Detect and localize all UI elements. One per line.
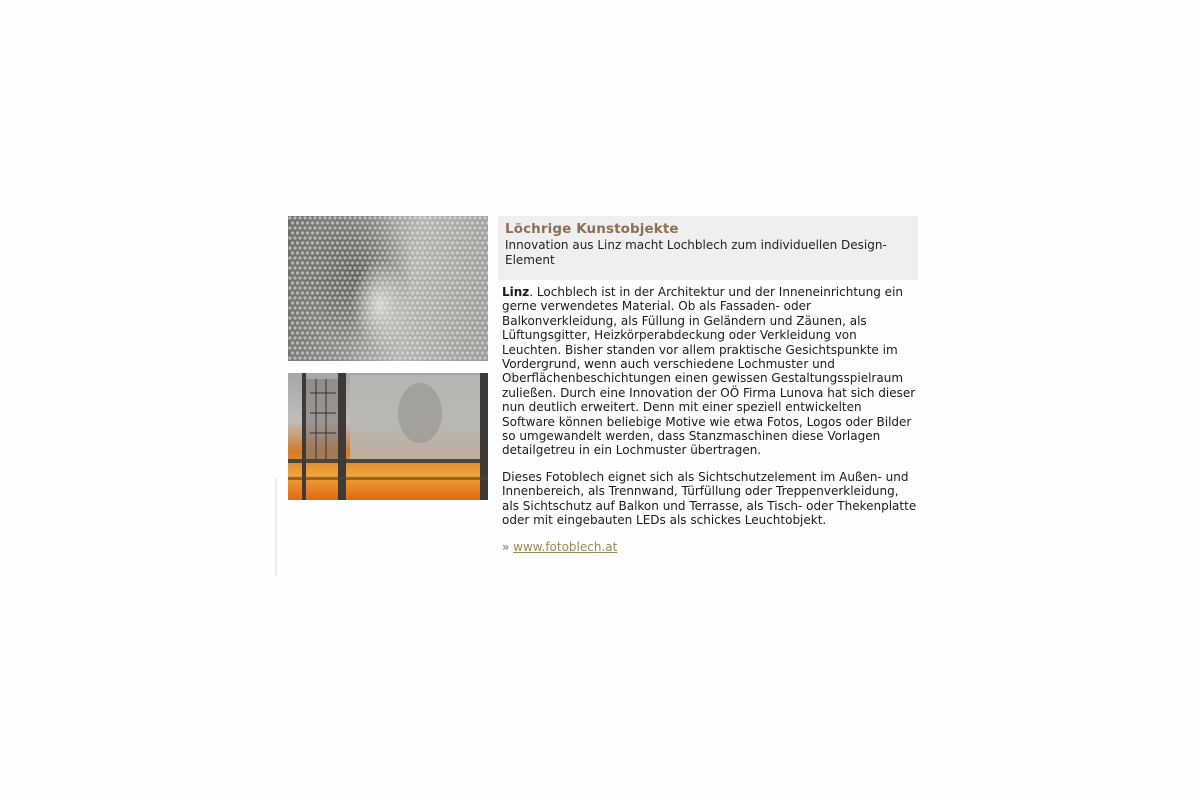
paragraph-1-text: . Lochblech ist in der Architektur und der Inneneinrichtung ein gerne verwendetes Material. Ob als Fassaden- oder Balkonverkleidung, als Füllung in Geländern und Zäunen, als Lüftungsgitter, Heizkörperabdeckung oder Verkleidung von Leuchten. Bisher standen vor allem praktische Gesichtspunkte im Vordergrund, wenn auch verschiedene Lochmuster und Oberflächenbeschichtungen einen gewissen Gestaltungsspielraum zuließen. Durch eine Innovation der OÖ Firma Lunova hat sich dieser nun deutlich erweitert. Denn mit einer speziell entwickelten Software können beliebige Motive wie etwa Fotos, Logos oder Bilder so umgewandelt werden, dass Stanzmaschinen diese Vorlagen detailgetreu in ein Lochmuster übertragen.: [502, 285, 916, 458]
dateline: Linz: [502, 285, 530, 299]
perforated-portrait-image: [288, 216, 488, 361]
building-facade-image: [288, 373, 488, 500]
paragraph-1: [502, 285, 918, 458]
paragraph-2: Dieses Fotoblech eignet sich als Sichtschutzelement im Außen- und Innenbereich, als Trennwand, Türfüllung oder Treppenverkleidung, als Sichtschutz auf Balkon und Terrasse, als Tisch- oder Thekenplatte oder mit eingebauten LEDs als schickes Leuchtobjekt.: [502, 469, 917, 528]
link-prefix: »: [502, 539, 514, 554]
article-title: Löchrige Kunstobjekte: [505, 221, 679, 237]
divider: [275, 478, 277, 576]
article-body: [498, 280, 918, 554]
article: [498, 216, 918, 566]
article-subtitle: Innovation aus Linz macht Lochblech zum individuellen Design-Element: [505, 238, 887, 267]
fotoblech-link[interactable]: www.fotoblech.at: [513, 539, 618, 554]
link-line: [502, 540, 918, 554]
article-header: [498, 216, 918, 280]
image-column: [288, 216, 488, 500]
